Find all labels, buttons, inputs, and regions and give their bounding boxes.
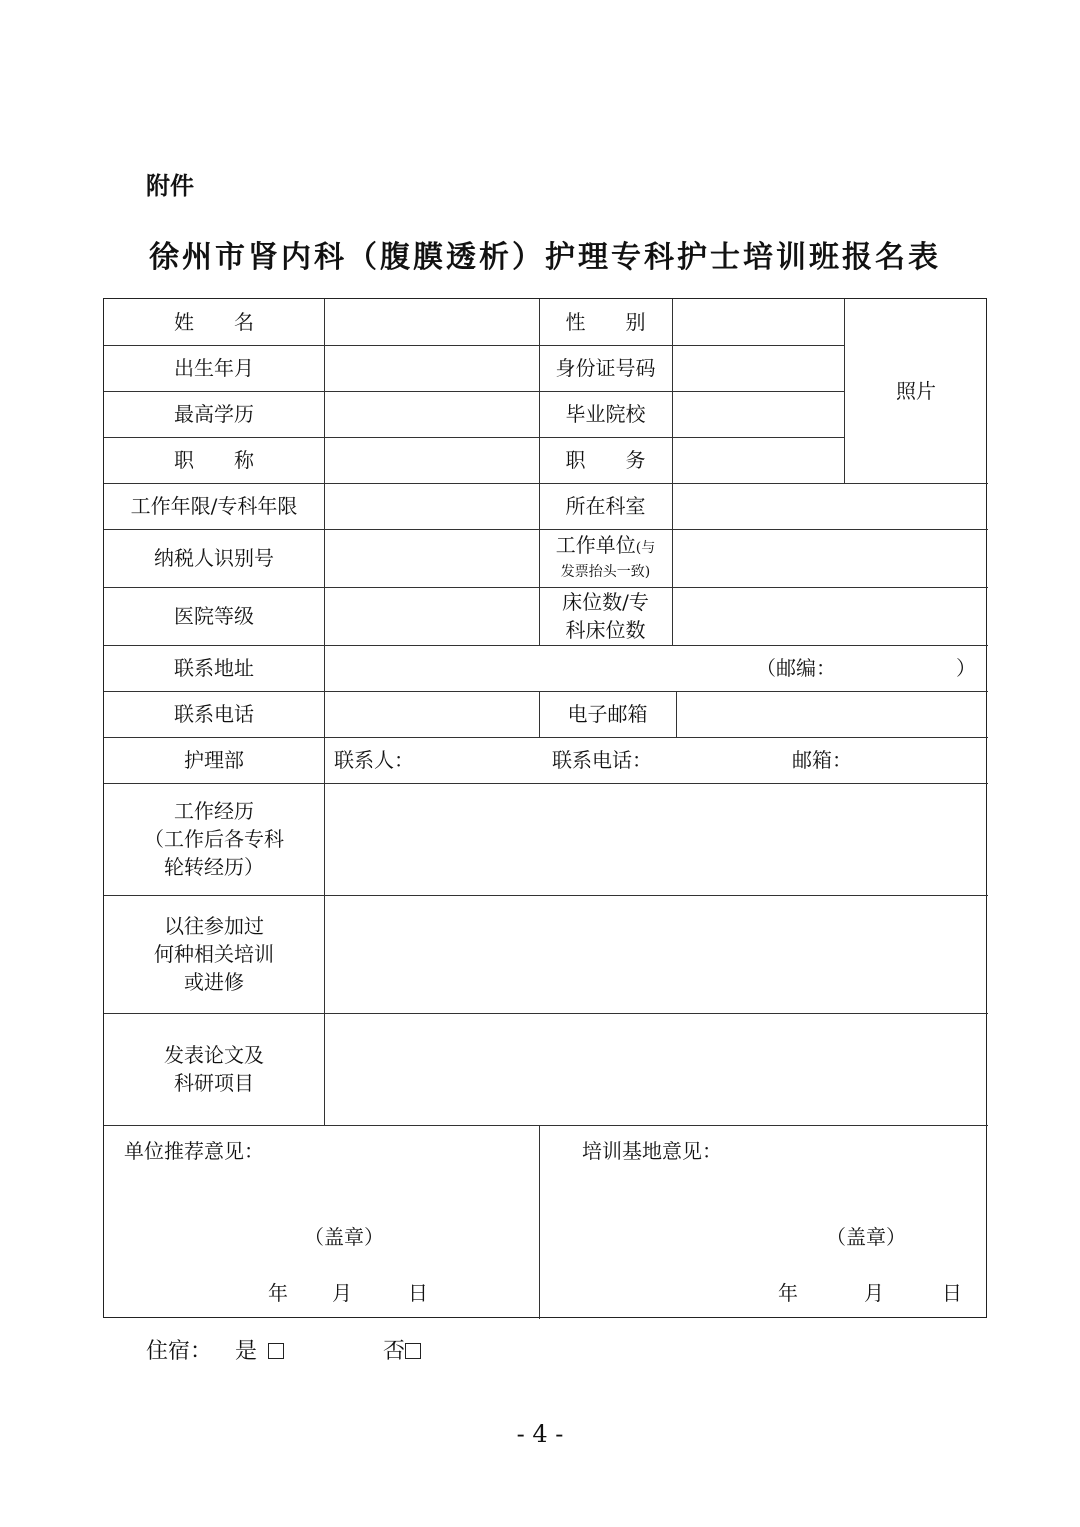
base-day-label: 日 (942, 1281, 962, 1305)
postcode-close: ） (956, 656, 976, 680)
attachment-label: 附件 (146, 172, 194, 200)
contact-phone-label: 联系电话： (552, 748, 652, 772)
work-unit-text: 工作单位 (555, 532, 636, 557)
base-month-label: 月 (864, 1281, 884, 1305)
photo-box: 照片 (896, 379, 936, 403)
gender-label: 性 别 (565, 310, 646, 334)
accommodation-no-label: 否 (383, 1339, 406, 1364)
accommodation-no-checkbox[interactable] (405, 1343, 421, 1359)
address-label: 联系地址 (174, 656, 254, 680)
unit-opinion-label: 单位推荐意见： (124, 1139, 264, 1163)
phone-label: 联系电话 (174, 702, 254, 726)
unit-year-label: 年 (268, 1281, 288, 1305)
base-opinion-label: 培训基地意见： (582, 1139, 722, 1163)
accommodation-row (146, 1334, 421, 1365)
accommodation-yes-label: 是 (235, 1339, 258, 1364)
contact-email-label: 邮箱： (792, 748, 852, 772)
unit-month-label: 月 (332, 1281, 352, 1305)
page-title: 徐州市肾内科（腹膜透析）护理专科护士培训班报名表 (149, 240, 941, 275)
birth-label: 出生年月 (174, 356, 254, 380)
school-label: 毕业院校 (565, 402, 646, 426)
education-label: 最高学历 (174, 402, 254, 426)
taxpayer-id-label: 纳税人识别号 (154, 546, 274, 570)
nursing-dept-label: 护理部 (184, 748, 244, 772)
id-number-label: 身份证号码 (555, 356, 656, 380)
email-label: 电子邮箱 (567, 702, 648, 726)
base-seal-label: （盖章） (826, 1225, 906, 1249)
title-label: 职 称 (174, 448, 254, 472)
work-years-label: 工作年限/专科年限 (130, 494, 298, 518)
base-year-label: 年 (778, 1281, 798, 1305)
unit-day-label: 日 (408, 1281, 428, 1305)
papers-label: 发表论文及 科研项目 (164, 1043, 264, 1095)
hospital-level-label: 医院等级 (174, 604, 254, 628)
accommodation-label: 住宿： (146, 1339, 213, 1364)
work-experience-label: 工作经历 （工作后各专科 轮转经历） (144, 799, 284, 879)
work-unit-label (539, 529, 672, 587)
work-unit-note-line2: 发票抬头一致) (560, 563, 651, 580)
accommodation-yes-checkbox[interactable] (268, 1343, 284, 1359)
page-number: - 4 - (516, 1420, 564, 1448)
name-label: 姓 名 (174, 310, 254, 334)
postcode-label: （邮编： (756, 656, 836, 680)
unit-seal-label: （盖章） (304, 1225, 384, 1249)
registration-form (103, 298, 987, 1318)
beds-label: 床位数/专 科床位数 (562, 590, 649, 642)
department-label: 所在科室 (565, 494, 646, 518)
training-label: 以往参加过 何种相关培训 或进修 (154, 914, 274, 994)
position-label: 职 务 (565, 448, 646, 472)
work-unit-note: (与 (635, 539, 656, 556)
contact-person-label: 联系人： (334, 748, 414, 772)
